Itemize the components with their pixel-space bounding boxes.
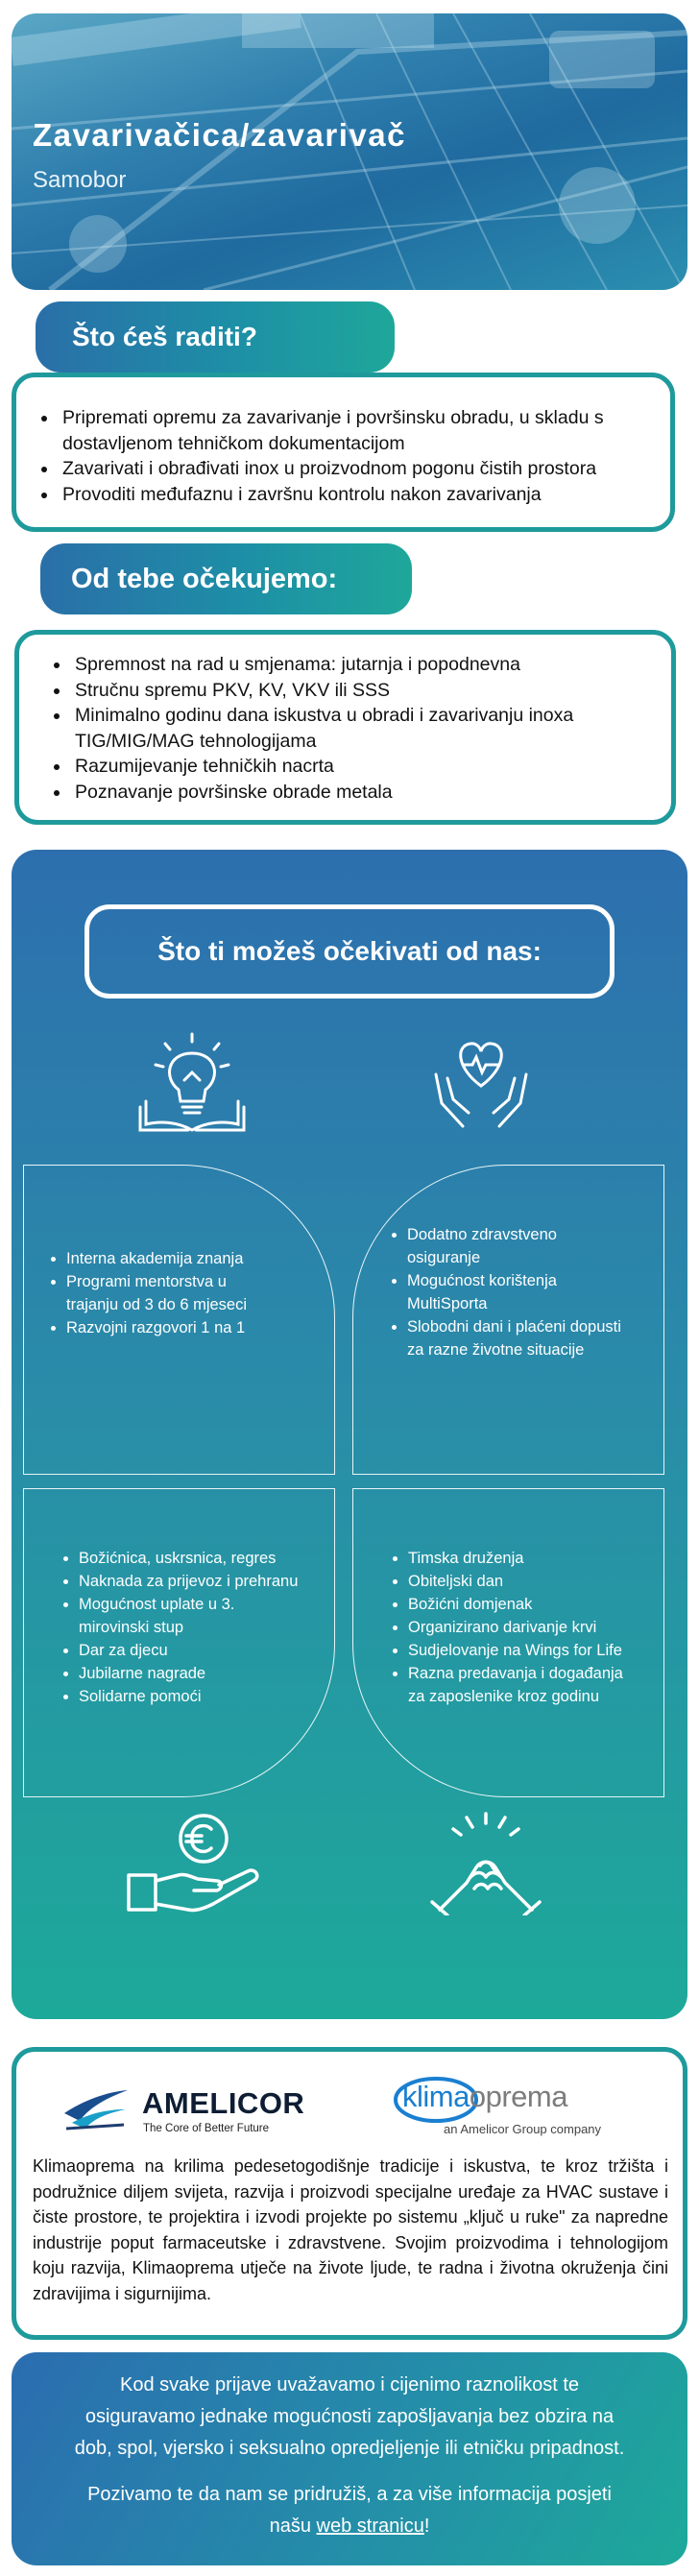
list-item: Solidarne pomoći	[79, 1685, 300, 1708]
requirements-heading: Od tebe očekujemo:	[71, 563, 338, 594]
health-list	[407, 1223, 628, 1361]
list-item: Sudjelovanje na Wings for Life	[408, 1639, 639, 1662]
list-item: Božićni domjenak	[408, 1593, 639, 1616]
handshake-icon	[428, 1810, 543, 1915]
heart-hands-icon	[428, 1036, 534, 1132]
klimaoprema-logo	[402, 2080, 567, 2114]
benefit-card-health	[352, 1165, 664, 1475]
benefit-card-community	[352, 1488, 664, 1797]
list-item: Razvojni razgovori 1 na 1	[66, 1316, 277, 1339]
list-item: Provoditi međufaznu i završnu kontrolu nakon zavarivanja	[62, 482, 648, 508]
website-link[interactable]: web stranicu	[316, 2516, 424, 2537]
list-item: Božićnica, uskrsnica, regres	[79, 1547, 300, 1570]
benefits-section	[12, 850, 687, 2019]
learning-list	[66, 1247, 277, 1339]
list-item: Mogućnost korištenja MultiSporta	[407, 1269, 628, 1315]
invite-prefix: Pozivamo te da nam se pridružiš, a za više informacija posjeti našu	[87, 2484, 612, 2537]
list-item: Razumijevanje tehničkih nacrta	[75, 754, 651, 780]
benefits-heading-box	[84, 904, 615, 999]
list-item: Dodatno zdravstveno osiguranje	[407, 1223, 628, 1269]
list-item: Programi mentorstva u trajanju od 3 do 6 mjeseci	[66, 1270, 277, 1316]
list-item: Zavarivati i obrađivati inox u proizvodnom pogonu čistih prostora	[62, 456, 648, 482]
tasks-heading-pill	[36, 301, 395, 373]
tasks-list	[62, 405, 648, 507]
invitation-text	[69, 2479, 630, 2542]
list-item: Organizirano darivanje krvi	[408, 1616, 639, 1639]
footer-section	[12, 2352, 687, 2565]
job-location: Samobor	[33, 167, 127, 193]
list-item: Razna predavanja i događanja za zaposlenike kroz godinu	[408, 1662, 639, 1708]
list-item: Timska druženja	[408, 1547, 639, 1570]
list-item: Interna akademija znanja	[66, 1247, 277, 1270]
tasks-box	[12, 373, 675, 532]
invite-suffix: !	[423, 2516, 430, 2537]
amelicor-name: AMELICOR	[142, 2086, 305, 2120]
tasks-heading: Što ćeš raditi?	[72, 322, 257, 351]
requirements-box	[14, 630, 676, 825]
lightbulb-book-icon	[134, 1030, 250, 1136]
klimaoprema-logo-part1: klima	[402, 2080, 470, 2113]
hero-banner	[12, 13, 687, 290]
list-item: Jubilarne nagrade	[79, 1662, 300, 1685]
job-title: Zavarivačica/zavarivač	[33, 117, 406, 153]
list-item: Dar za djecu	[79, 1639, 300, 1662]
list-item: Obiteljski dan	[408, 1570, 639, 1593]
benefits-heading: Što ti možeš očekivati od nas:	[157, 936, 542, 966]
benefit-card-learning	[23, 1165, 335, 1475]
amelicor-logo-mark	[62, 2081, 130, 2132]
euro-hand-icon	[125, 1812, 269, 1917]
diversity-statement: Kod svake prijave uvažavamo i cijenimo raznolikost te osiguravamo jednake mogućnosti zapošljavanja bez obzira na dob, spol, vjersko i seksualno opredjeljenje ili etničku pripadnost.	[74, 2374, 625, 2459]
company-description: Klimaoprema na krilima pedesetogodišnje tradicije i iskustva, te kroz tržišta i podružnice diljem svijeta, razvija i proizvodi specijalne uređaje za HVAC sustave i čiste prostore, te projektira i izvodi projekte po sistemu „ključ u ruke" za napredne industrije poput farmaceutske i zdravstvene. Svojim proizvodima i tehnologijom koju razvija, Klimaoprema utječe na živote ljude, te radna i životna okruženja čini zdravijima i sigurnijima.	[33, 2156, 668, 2303]
list-item: Mogućnost uplate u 3. mirovinski stup	[79, 1593, 300, 1639]
list-item: Minimalno godinu dana iskustva u obradi i zavarivanju inoxa TIG/MIG/MAG tehnologijama	[75, 703, 651, 754]
list-item: Stručnu spremu PKV, KV, VKV ili SSS	[75, 678, 651, 704]
requirements-list	[75, 652, 651, 805]
list-item: Poznavanje površinske obrade metala	[75, 780, 651, 806]
klimaoprema-tagline: an Amelicor Group company	[444, 2122, 602, 2136]
company-about-box	[12, 2047, 687, 2340]
list-item: Naknada za prijevoz i prehranu	[79, 1570, 300, 1593]
requirements-heading-pill	[40, 543, 412, 614]
amelicor-tagline: The Core of Better Future	[143, 2123, 270, 2134]
list-item: Slobodni dani i plaćeni dopusti za razne životne situacije	[407, 1315, 628, 1361]
list-item: Spremnost na rad u smjenama: jutarnja i popodnevna	[75, 652, 651, 678]
benefit-card-financial	[23, 1488, 335, 1797]
klimaoprema-logo-part2: oprema	[469, 2080, 567, 2113]
list-item: Pripremati opremu za zavarivanje i površinsku obradu, u skladu s dostavljenom tehničkom dokumentacijom	[62, 405, 648, 456]
financial-list	[79, 1547, 300, 1708]
community-list	[408, 1547, 639, 1708]
